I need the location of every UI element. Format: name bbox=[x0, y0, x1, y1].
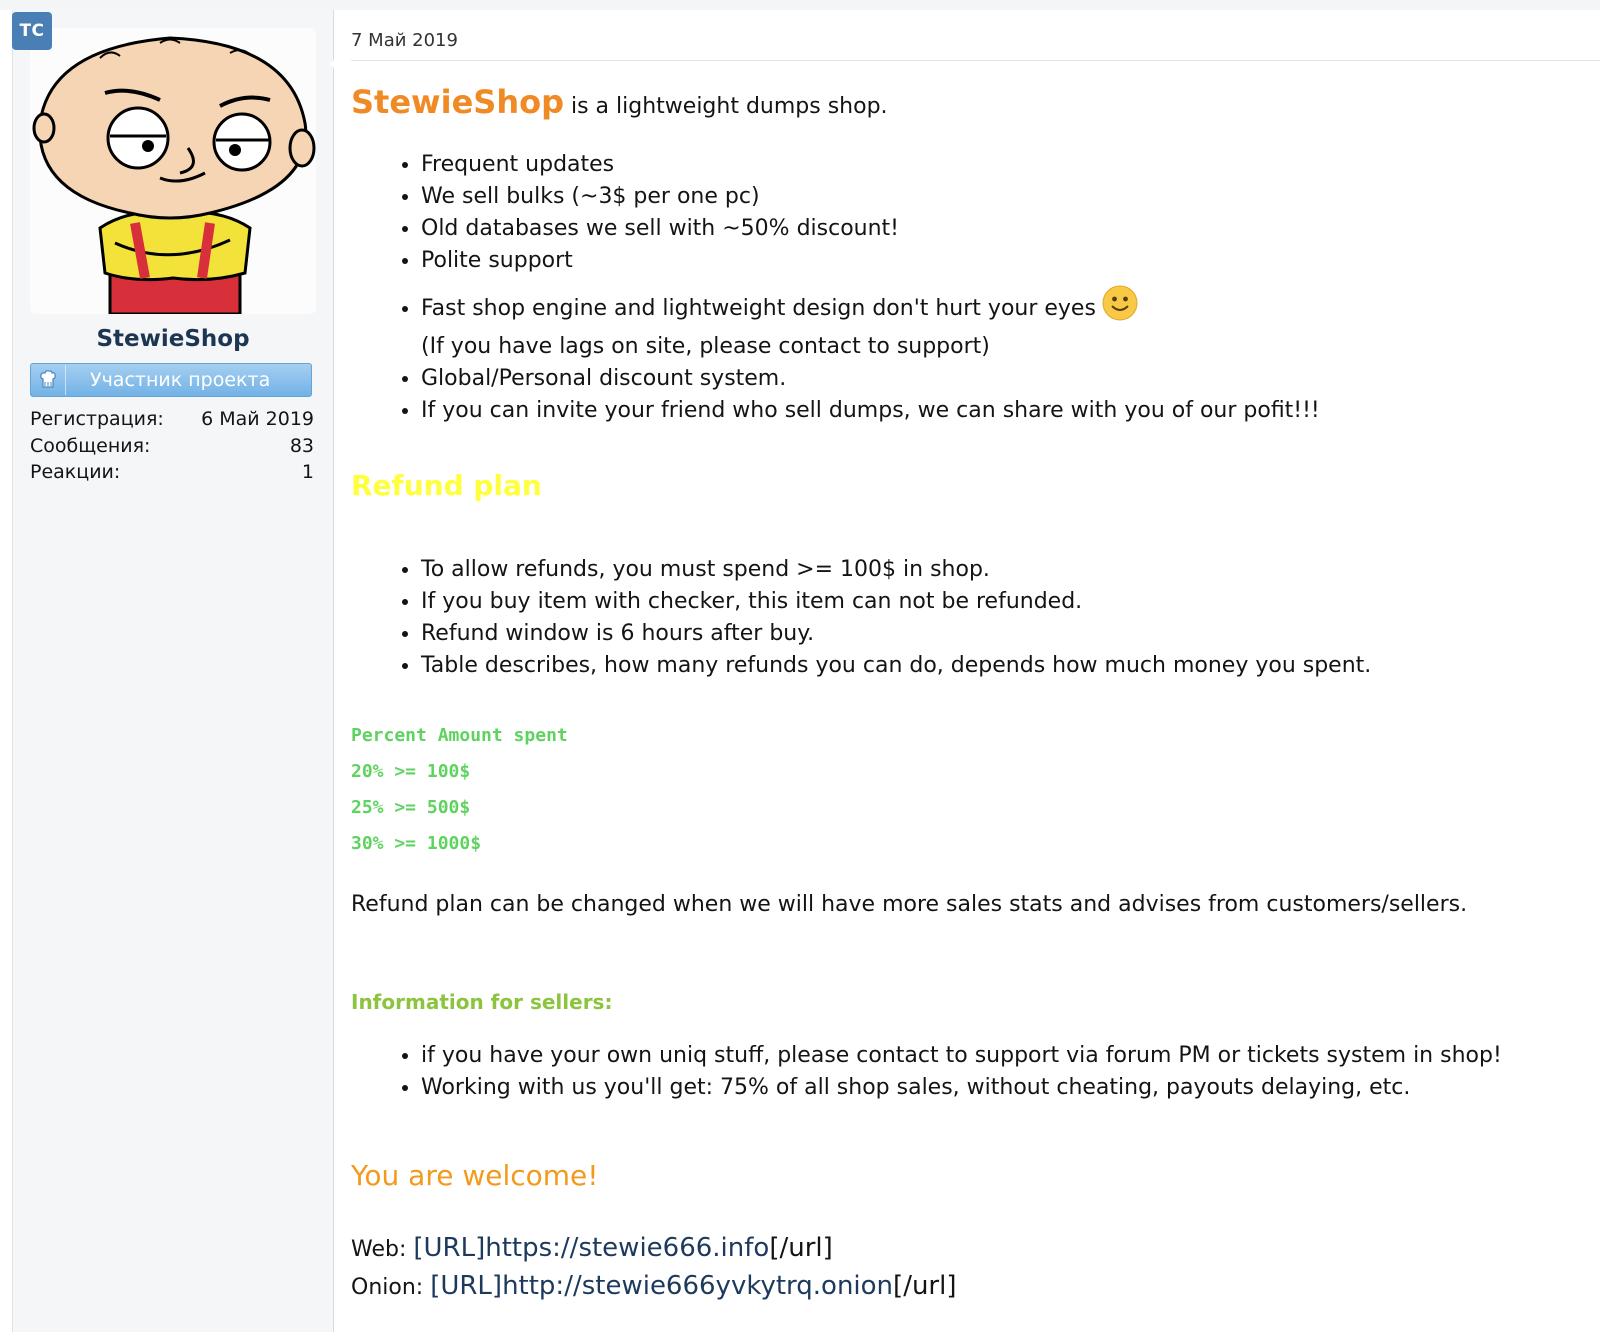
features-list bbox=[351, 149, 1320, 427]
stat-label: Сообщения: bbox=[30, 434, 151, 457]
smiley-icon bbox=[1102, 285, 1138, 331]
list-item: • If you can invite your friend who sell dumps, we can share with you of our pofit!!! bbox=[421, 395, 1320, 427]
stat-value: 1 bbox=[301, 461, 314, 483]
list-item: • If you buy item with checker, this item can not be refunded. bbox=[421, 586, 1371, 618]
list-item: • Global/Personal discount system. bbox=[421, 363, 1320, 395]
sellers-heading: Information for sellers: bbox=[351, 990, 613, 1014]
web-label: Web: bbox=[351, 1237, 414, 1262]
onion-label: Onion: bbox=[351, 1275, 431, 1300]
intro-line bbox=[351, 82, 888, 127]
welcome-text: You are welcome! bbox=[351, 1159, 599, 1192]
topic-starter-badge: ТС bbox=[12, 12, 52, 50]
list-item: • if you have your own uniq stuff, please contact to support via forum PM or tickets system in shop! bbox=[421, 1040, 1502, 1072]
sellers-list bbox=[351, 1040, 1502, 1104]
post-divider bbox=[351, 60, 1600, 61]
username[interactable]: StewieShop bbox=[96, 326, 250, 352]
cartoon-avatar-icon bbox=[30, 28, 316, 314]
user-stats bbox=[30, 406, 314, 486]
onion-link-line bbox=[351, 1268, 957, 1306]
list-item: • Polite support bbox=[421, 245, 1320, 277]
refund-plan-heading: Refund plan bbox=[351, 469, 542, 502]
bbcode-close: [/url] bbox=[893, 1271, 957, 1301]
refund-note: Refund plan can be changed when we will have more sales stats and advises from customers/sellers. bbox=[351, 892, 1468, 917]
bbcode-close: [/url] bbox=[769, 1233, 833, 1263]
list-item-continuation: (If you have lags on site, please contact to support) bbox=[421, 334, 990, 359]
stat-label: Регистрация: bbox=[30, 408, 164, 430]
list-item: • Refund window is 6 hours after buy. bbox=[421, 618, 1371, 650]
refund-table-row: 25% >= 500$ bbox=[351, 797, 471, 818]
post-date[interactable]: 7 Май 2019 bbox=[351, 30, 458, 51]
stat-label: Реакции: bbox=[30, 461, 121, 483]
stat-messages bbox=[30, 433, 314, 460]
avatar[interactable] bbox=[30, 28, 316, 314]
list-item: • Table describes, how many refunds you can do, depends how much money you spent. bbox=[421, 650, 1371, 682]
sidebar-pointer-arrow bbox=[330, 54, 340, 74]
brand-name: StewieShop bbox=[351, 83, 564, 121]
feature-text: Fast shop engine and lightweight design don't hurt your eyes bbox=[421, 296, 1096, 321]
user-title-label: Участник проекта bbox=[90, 369, 271, 391]
user-title-banner bbox=[30, 363, 312, 397]
list-item: • We sell bulks (~3$ per one pc) bbox=[421, 181, 1320, 213]
stat-value[interactable]: 83 bbox=[289, 434, 314, 457]
list-item: • Working with us you'll get: 75% of all shop sales, without cheating, payouts delaying, etc. bbox=[421, 1072, 1502, 1104]
onion-link[interactable]: [URL]http://stewie666yvkytrq.onion bbox=[430, 1271, 894, 1301]
refund-table-row: 20% >= 100$ bbox=[351, 761, 471, 782]
stat-registration bbox=[30, 406, 314, 433]
list-item bbox=[421, 285, 1320, 331]
refund-rules-list bbox=[351, 554, 1371, 682]
refund-table-row: 30% >= 1000$ bbox=[351, 833, 482, 854]
web-link[interactable]: [URL]https://stewie666.info bbox=[413, 1233, 770, 1263]
web-link-line bbox=[351, 1230, 833, 1268]
refund-table-header: Percent Amount spent bbox=[351, 725, 568, 746]
stat-value: 6 Май 2019 bbox=[201, 408, 314, 430]
list-item: • To allow refunds, you must spend >= 100$ in shop. bbox=[421, 554, 1371, 586]
list-item: • Old databases we sell with ~50% discount! bbox=[421, 213, 1320, 245]
stat-reactions bbox=[30, 459, 314, 486]
list-item: • Frequent updates bbox=[421, 149, 1320, 181]
intro-text: is a lightweight dumps shop. bbox=[564, 94, 888, 119]
chef-hat-icon bbox=[31, 365, 66, 395]
top-strip bbox=[0, 0, 1600, 10]
